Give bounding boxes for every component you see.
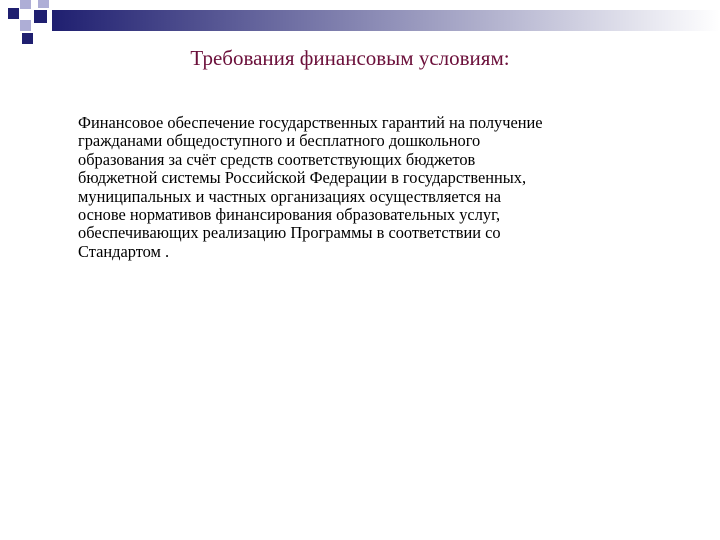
deco-square-lavender-1 (20, 0, 31, 9)
slide-body-text: Финансовое обеспечение государственных гарантий на получение гражданами общедоступного и бесплатного дошкольного образования за счёт средств соответствующих бюджетов бюджетной системы Российской Федерации в государственных, муниципальных и частных организациях осуществляется на основе нормативов финансирования образовательных услуг, обеспечивающих реализацию Программы в соответствии со Стандартом . (78, 113, 543, 261)
slide-title: Требования финансовым условиям: (190, 46, 510, 70)
deco-square-navy-1 (8, 8, 19, 19)
header-decoration (0, 0, 720, 50)
deco-square-lavender-2 (20, 20, 31, 31)
gradient-band (52, 10, 720, 31)
deco-square-navy-3 (22, 33, 33, 44)
deco-square-lavender-3 (38, 0, 49, 8)
deco-square-navy-2 (34, 10, 47, 23)
